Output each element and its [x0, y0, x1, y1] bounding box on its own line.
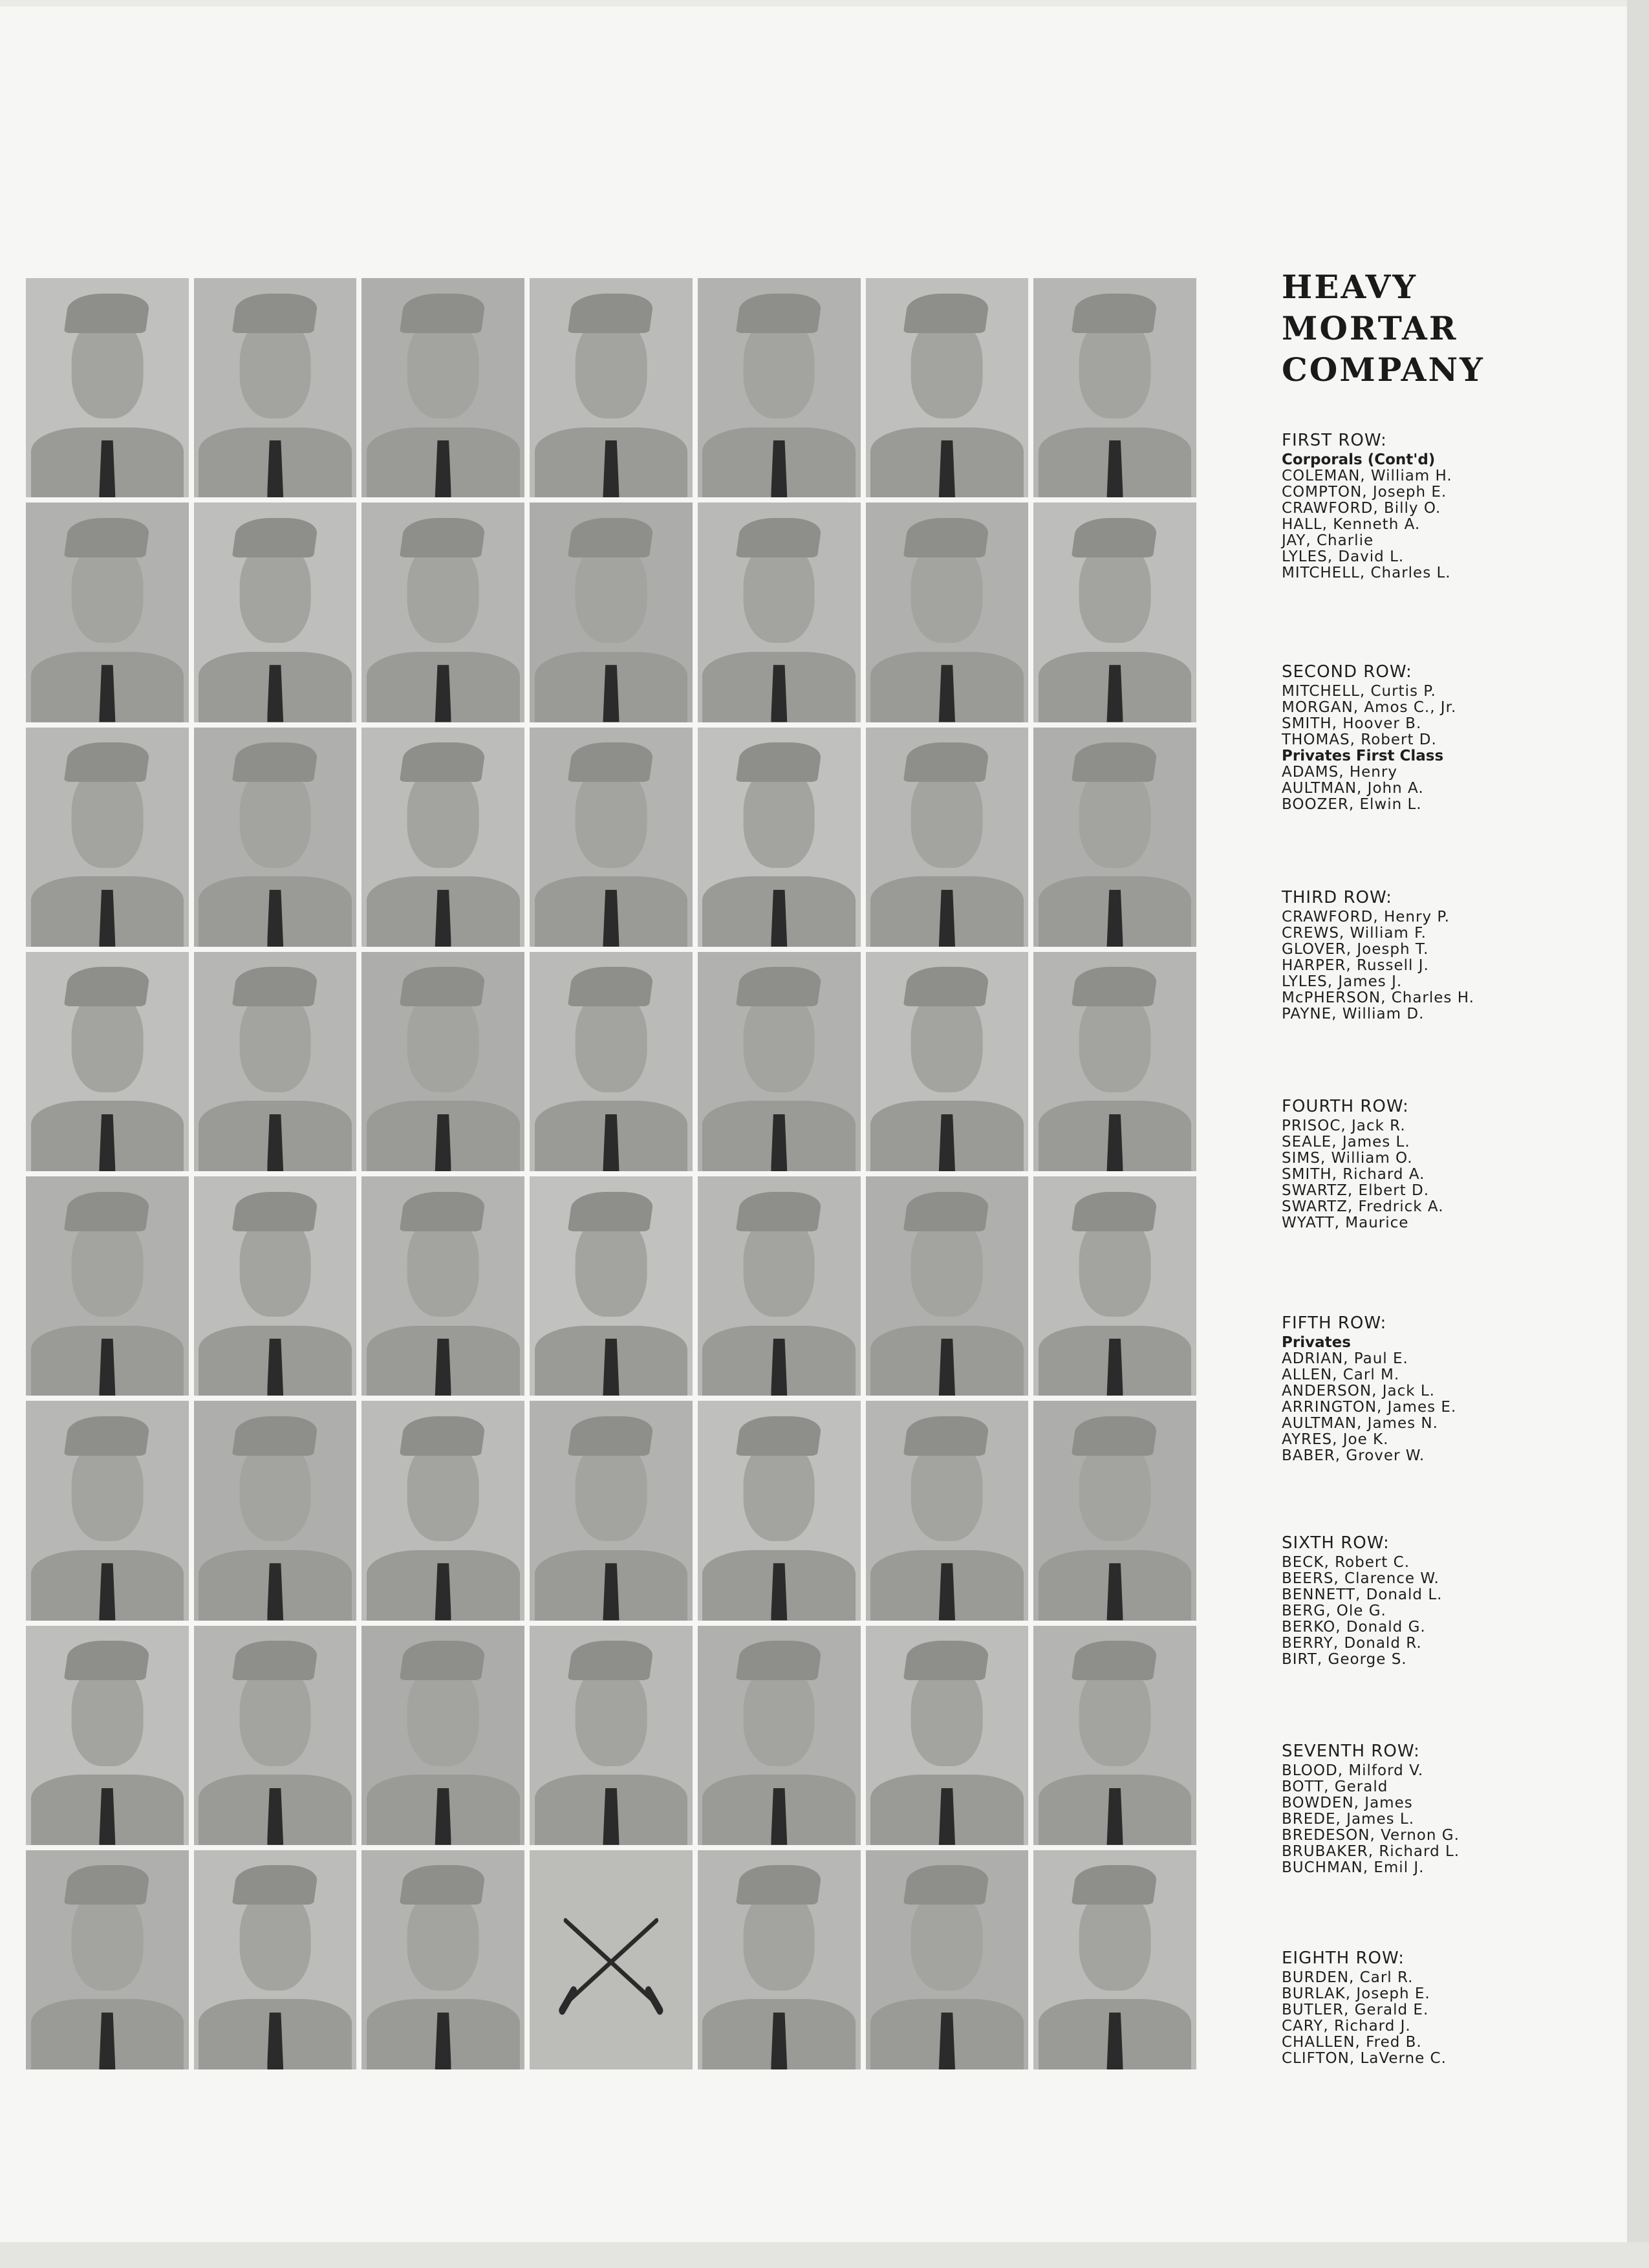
portrait-photo — [361, 1626, 524, 1845]
portrait-photo — [194, 278, 357, 497]
necktie — [435, 1788, 451, 1845]
necktie — [939, 440, 955, 497]
portrait-photo — [26, 952, 189, 1171]
necktie — [435, 1563, 451, 1620]
necktie — [603, 890, 619, 947]
necktie — [99, 1788, 115, 1845]
garrison-cap — [232, 1641, 318, 1680]
necktie — [771, 890, 787, 947]
necktie — [1107, 890, 1123, 947]
title-line-3: COMPANY — [1282, 351, 1485, 389]
garrison-cap — [568, 1192, 654, 1231]
portrait-photo — [361, 502, 524, 722]
name-list — [1282, 909, 1553, 1022]
face — [576, 991, 647, 1092]
portrait-photo — [26, 728, 189, 947]
necktie — [771, 440, 787, 497]
roster-section — [1282, 431, 1553, 581]
necktie — [939, 890, 955, 947]
portrait-photo — [194, 1626, 357, 1845]
face — [407, 1890, 479, 1991]
portrait-photo — [866, 1401, 1029, 1620]
garrison-cap — [400, 518, 486, 557]
row-heading: FIRST ROW: — [1282, 431, 1387, 450]
rank-subheading: Privates First Class — [1282, 748, 1444, 764]
garrison-cap — [735, 1641, 822, 1680]
garrison-cap — [903, 1416, 990, 1456]
name-list — [1282, 1351, 1553, 1464]
soldier-name: BERG, Ole G. — [1282, 1603, 1386, 1619]
portrait-photo — [698, 1401, 861, 1620]
roster-section — [1282, 889, 1553, 1022]
garrison-cap — [232, 1192, 318, 1231]
garrison-cap — [903, 1641, 990, 1680]
soldier-name: ALLEN, Carl M. — [1282, 1366, 1400, 1383]
garrison-cap — [735, 1865, 822, 1905]
face — [743, 991, 815, 1092]
necktie — [771, 1788, 787, 1845]
crossed-rifles-icon — [530, 1850, 693, 2069]
portrait-photo — [1033, 502, 1196, 722]
row-heading: THIRD ROW: — [1282, 888, 1392, 907]
face — [407, 991, 479, 1092]
necktie — [771, 1339, 787, 1396]
necktie — [99, 1339, 115, 1396]
roster-sidebar — [1282, 266, 1553, 2067]
portrait-photo — [194, 1176, 357, 1396]
portrait-photo — [1033, 952, 1196, 1171]
roster-section — [1282, 1097, 1553, 1231]
necktie — [99, 1563, 115, 1620]
name-list — [1282, 468, 1553, 581]
garrison-cap — [64, 742, 151, 782]
garrison-cap — [1072, 518, 1158, 557]
portrait-photo — [866, 1850, 1029, 2069]
roster-section — [1282, 663, 1553, 813]
garrison-cap — [64, 1865, 151, 1905]
garrison-cap — [1072, 1416, 1158, 1456]
garrison-cap — [903, 967, 990, 1006]
garrison-cap — [232, 967, 318, 1006]
soldier-name: BOOZER, Elwin L. — [1282, 796, 1422, 813]
necktie — [435, 665, 451, 722]
soldier-name: SMITH, Hoover B. — [1282, 715, 1422, 732]
necktie — [771, 1563, 787, 1620]
necktie — [939, 1788, 955, 1845]
portrait-photo — [698, 1176, 861, 1396]
soldier-name: SMITH, Richard A. — [1282, 1166, 1425, 1183]
soldier-name: LYLES, James J. — [1282, 973, 1403, 990]
name-list — [1282, 1555, 1553, 1668]
necktie — [435, 440, 451, 497]
soldier-name: SEALE, James L. — [1282, 1134, 1410, 1150]
face — [911, 991, 983, 1092]
garrison-cap — [232, 1416, 318, 1456]
name-list — [1282, 1970, 1553, 2067]
necktie — [267, 1563, 283, 1620]
garrison-cap — [735, 742, 822, 782]
portrait-grid — [26, 278, 1196, 2069]
soldier-name: LYLES, David L. — [1282, 548, 1405, 565]
necktie — [939, 1339, 955, 1396]
necktie — [435, 1114, 451, 1171]
necktie — [939, 665, 955, 722]
row-heading: SECOND ROW: — [1282, 662, 1412, 682]
necktie — [267, 1339, 283, 1396]
portrait-photo — [1033, 1401, 1196, 1620]
portrait-photo — [194, 1850, 357, 2069]
portrait-photo — [361, 1401, 524, 1620]
face — [71, 1890, 143, 1991]
roster-section — [1282, 1534, 1553, 1668]
necktie — [267, 2013, 283, 2069]
soldier-name: McPHERSON, Charles H. — [1282, 989, 1474, 1006]
garrison-cap — [64, 1192, 151, 1231]
necktie — [267, 665, 283, 722]
roster-section — [1282, 1949, 1553, 2067]
necktie — [99, 665, 115, 722]
garrison-cap — [1072, 1192, 1158, 1231]
soldier-name: CLIFTON, LaVerne C. — [1282, 2050, 1447, 2067]
soldier-name: BERRY, Donald R. — [1282, 1635, 1422, 1652]
portrait-photo — [530, 728, 693, 947]
name-list — [1282, 684, 1553, 748]
necktie — [603, 1114, 619, 1171]
soldier-name: BUCHMAN, Emil J. — [1282, 1859, 1425, 1876]
portrait-photo — [194, 728, 357, 947]
name-list — [1282, 1118, 1553, 1231]
garrison-cap — [903, 1192, 990, 1231]
portrait-photo — [194, 952, 357, 1171]
portrait-photo — [26, 1401, 189, 1620]
portrait-photo — [361, 952, 524, 1171]
garrison-cap — [735, 967, 822, 1006]
row-heading: FIFTH ROW: — [1282, 1313, 1387, 1333]
garrison-cap — [735, 1192, 822, 1231]
portrait-photo — [1033, 1176, 1196, 1396]
necktie — [99, 2013, 115, 2069]
rank-subheading: Privates — [1282, 1334, 1351, 1351]
necktie — [939, 2013, 955, 2069]
portrait-photo — [698, 502, 861, 722]
face — [911, 1890, 983, 1991]
soldier-name: JAY, Charlie — [1282, 532, 1374, 549]
garrison-cap — [735, 518, 822, 557]
soldier-name: HARPER, Russell J. — [1282, 957, 1429, 974]
portrait-photo — [361, 278, 524, 497]
garrison-cap — [568, 294, 654, 333]
soldier-name: BURDEN, Carl R. — [1282, 1969, 1414, 1986]
garrison-cap — [568, 742, 654, 782]
portrait-photo — [530, 502, 693, 722]
soldier-name: BERKO, Donald G. — [1282, 1619, 1426, 1636]
name-list — [1282, 1763, 1553, 1876]
garrison-cap — [232, 294, 318, 333]
soldier-name: BRUBAKER, Richard L. — [1282, 1843, 1460, 1860]
portrait-photo — [866, 278, 1029, 497]
garrison-cap — [400, 967, 486, 1006]
necktie — [267, 1114, 283, 1171]
row-heading: FOURTH ROW: — [1282, 1097, 1409, 1116]
garrison-cap — [64, 294, 151, 333]
company-title — [1282, 266, 1553, 391]
necktie — [435, 2013, 451, 2069]
garrison-cap — [1072, 967, 1158, 1006]
face — [71, 991, 143, 1092]
portrait-photo — [866, 952, 1029, 1171]
soldier-name: COMPTON, Joseph E. — [1282, 484, 1447, 501]
garrison-cap — [1072, 1865, 1158, 1905]
portrait-photo — [194, 502, 357, 722]
necktie — [603, 665, 619, 722]
necktie — [267, 1788, 283, 1845]
portrait-photo — [866, 502, 1029, 722]
garrison-cap — [64, 518, 151, 557]
soldier-name: THOMAS, Robert D. — [1282, 731, 1437, 748]
soldier-name: AULTMAN, John A. — [1282, 780, 1424, 797]
necktie — [603, 1563, 619, 1620]
garrison-cap — [568, 1641, 654, 1680]
portrait-photo — [698, 952, 861, 1171]
soldier-name: CREWS, William F. — [1282, 925, 1427, 942]
necktie — [1107, 665, 1123, 722]
necktie — [603, 1339, 619, 1396]
portrait-photo — [698, 728, 861, 947]
garrison-cap — [903, 294, 990, 333]
garrison-cap — [1072, 1641, 1158, 1680]
garrison-cap — [232, 1865, 318, 1905]
portrait-photo — [26, 1850, 189, 2069]
soldier-name: AULTMAN, James N. — [1282, 1415, 1438, 1432]
soldier-name: MITCHELL, Charles L. — [1282, 565, 1451, 581]
garrison-cap — [400, 294, 486, 333]
soldier-name: BOTT, Gerald — [1282, 1778, 1388, 1795]
soldier-name: CHALLEN, Fred B. — [1282, 2034, 1422, 2051]
portrait-photo — [26, 1626, 189, 1845]
rank-subheading: Corporals (Cont'd) — [1282, 451, 1436, 468]
portrait-photo — [698, 1626, 861, 1845]
necktie — [771, 1114, 787, 1171]
garrison-cap — [64, 967, 151, 1006]
soldier-name: BIRT, George S. — [1282, 1651, 1407, 1668]
necktie — [939, 1114, 955, 1171]
face — [743, 1890, 815, 1991]
soldier-name: HALL, Kenneth A. — [1282, 516, 1421, 533]
soldier-name: BURLAK, Joseph E. — [1282, 1985, 1430, 2002]
row-heading: SIXTH ROW: — [1282, 1533, 1390, 1553]
garrison-cap — [400, 1865, 486, 1905]
garrison-cap — [568, 1416, 654, 1456]
necktie — [939, 1563, 955, 1620]
necktie — [99, 890, 115, 947]
page-right-edge — [1627, 0, 1649, 2268]
garrison-cap — [903, 518, 990, 557]
necktie — [435, 1339, 451, 1396]
row-heading: SEVENTH ROW: — [1282, 1742, 1420, 1761]
name-list — [1282, 764, 1553, 813]
soldier-name: MORGAN, Amos C., Jr. — [1282, 699, 1457, 716]
garrison-cap — [400, 1192, 486, 1231]
portrait-photo — [1033, 1850, 1196, 2069]
portrait-photo — [530, 952, 693, 1171]
portrait-photo — [1033, 278, 1196, 497]
roster-section — [1282, 1742, 1553, 1876]
necktie — [1107, 1563, 1123, 1620]
soldier-name: BEERS, Clarence W. — [1282, 1570, 1439, 1587]
soldier-name: ARRINGTON, James E. — [1282, 1399, 1457, 1416]
portrait-photo — [530, 1626, 693, 1845]
portrait-photo — [698, 1850, 861, 2069]
soldier-name: MITCHELL, Curtis P. — [1282, 683, 1436, 700]
soldier-name: COLEMAN, William H. — [1282, 468, 1452, 484]
face — [239, 991, 311, 1092]
soldier-name: SWARTZ, Elbert D. — [1282, 1182, 1430, 1199]
soldier-name: CRAWFORD, Billy O. — [1282, 500, 1441, 517]
page-bottom-edge — [0, 2242, 1649, 2268]
necktie — [603, 440, 619, 497]
soldier-name: CARY, Richard J. — [1282, 2018, 1411, 2035]
garrison-cap — [903, 1865, 990, 1905]
soldier-name: PRISOC, Jack R. — [1282, 1118, 1406, 1134]
necktie — [435, 890, 451, 947]
soldier-name: BUTLER, Gerald E. — [1282, 2002, 1429, 2018]
title-line-2: MORTAR — [1282, 309, 1458, 347]
necktie — [1107, 2013, 1123, 2069]
soldier-name: BABER, Grover W. — [1282, 1447, 1425, 1464]
soldier-name: AYRES, Joe K. — [1282, 1431, 1389, 1448]
necktie — [99, 440, 115, 497]
garrison-cap — [400, 1416, 486, 1456]
page-top-edge — [0, 0, 1649, 6]
necktie — [1107, 1788, 1123, 1845]
soldier-name: ANDERSON, Jack L. — [1282, 1383, 1435, 1399]
necktie — [267, 440, 283, 497]
necktie — [771, 2013, 787, 2069]
soldier-name: BENNETT, Donald L. — [1282, 1586, 1443, 1603]
garrison-cap — [232, 742, 318, 782]
row-heading: EIGHTH ROW: — [1282, 1949, 1405, 1968]
garrison-cap — [568, 967, 654, 1006]
necktie — [99, 1114, 115, 1171]
portrait-photo — [530, 1401, 693, 1620]
portrait-photo — [26, 1176, 189, 1396]
portrait-photo — [361, 728, 524, 947]
soldier-name: PAYNE, William D. — [1282, 1006, 1425, 1022]
roster-section — [1282, 1314, 1553, 1464]
garrison-cap — [735, 294, 822, 333]
garrison-cap — [64, 1641, 151, 1680]
necktie — [1107, 1339, 1123, 1396]
soldier-name: GLOVER, Joesph T. — [1282, 941, 1429, 958]
face — [239, 1890, 311, 1991]
portrait-photo — [866, 728, 1029, 947]
garrison-cap — [1072, 742, 1158, 782]
portrait-photo — [866, 1626, 1029, 1845]
soldier-name: BREDE, James L. — [1282, 1811, 1415, 1828]
soldier-name: CRAWFORD, Henry P. — [1282, 909, 1450, 925]
portrait-photo — [866, 1176, 1029, 1396]
portrait-photo — [530, 278, 693, 497]
necktie — [1107, 440, 1123, 497]
portrait-photo — [26, 502, 189, 722]
necktie — [603, 1788, 619, 1845]
portrait-photo — [361, 1176, 524, 1396]
necktie — [267, 890, 283, 947]
title-line-1: HEAVY — [1282, 268, 1417, 306]
garrison-cap — [735, 1416, 822, 1456]
soldier-name: BOWDEN, James — [1282, 1795, 1413, 1811]
portrait-photo — [361, 1850, 524, 2069]
face — [1079, 991, 1151, 1092]
portrait-photo — [530, 1176, 693, 1396]
garrison-cap — [64, 1416, 151, 1456]
portrait-photo — [1033, 728, 1196, 947]
portrait-photo — [194, 1401, 357, 1620]
soldier-name: BREDESON, Vernon G. — [1282, 1827, 1460, 1844]
garrison-cap — [400, 742, 486, 782]
portrait-photo — [1033, 1626, 1196, 1845]
soldier-name: WYATT, Maurice — [1282, 1215, 1409, 1231]
garrison-cap — [232, 518, 318, 557]
portrait-photo — [698, 278, 861, 497]
garrison-cap — [400, 1641, 486, 1680]
necktie — [1107, 1114, 1123, 1171]
garrison-cap — [568, 518, 654, 557]
soldier-name: ADAMS, Henry — [1282, 764, 1397, 781]
soldier-name: ADRIAN, Paul E. — [1282, 1350, 1408, 1367]
garrison-cap — [1072, 294, 1158, 333]
face — [1079, 1890, 1151, 1991]
soldier-name: BECK, Robert C. — [1282, 1554, 1410, 1571]
soldier-name: SWARTZ, Fredrick A. — [1282, 1198, 1444, 1215]
portrait-photo — [26, 278, 189, 497]
soldier-name: SIMS, William O. — [1282, 1150, 1413, 1167]
soldier-name: BLOOD, Milford V. — [1282, 1762, 1424, 1779]
necktie — [771, 665, 787, 722]
garrison-cap — [903, 742, 990, 782]
